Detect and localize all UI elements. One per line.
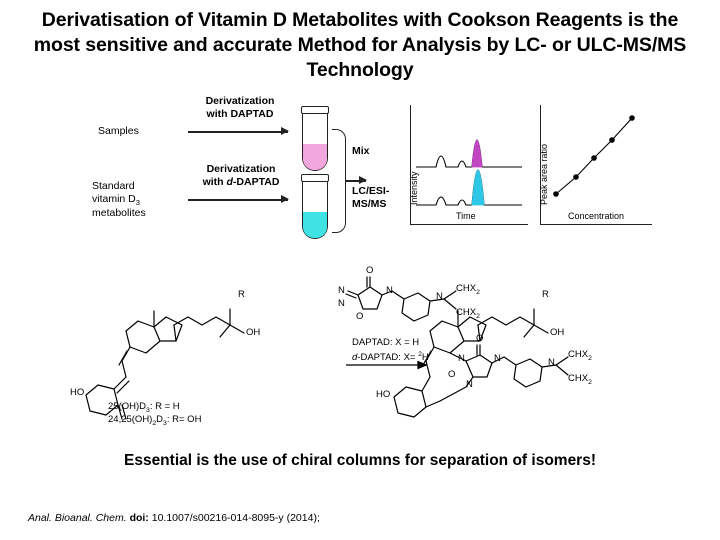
reagent-chx2-bottom: $CHX_2$ — [456, 307, 480, 320]
lcesi-line2: MS/MS — [352, 197, 387, 210]
right-R-label: R — [542, 289, 549, 300]
reagent-N-3: N — [386, 285, 393, 296]
right-N-4: N — [548, 357, 555, 368]
left-HO-label: HO — [70, 387, 85, 398]
standard-label — [92, 180, 164, 220]
standard-label-sub: 3 — [135, 197, 140, 207]
right-O-bottom: O — [448, 369, 456, 380]
daptad-key-line2: d-DAPTAD: X= $^2$H — [352, 351, 429, 364]
right-N-3: N — [466, 379, 473, 390]
calibration-ylabel: Peak area ratio — [539, 143, 549, 205]
calibration-series — [540, 105, 652, 225]
derivatization-top-label — [185, 95, 295, 121]
tube-sample-cap — [301, 106, 329, 114]
left-key-line1: $25(OH)D_3$: R = H — [108, 401, 180, 414]
tube-standard — [302, 181, 328, 239]
chromatogram-xlabel: Time — [456, 211, 476, 221]
reagent-N-1: N — [338, 285, 345, 296]
merge-brace — [332, 129, 346, 233]
conclusion-text: Essential is the use of chiral columns for separation of isomers! — [123, 452, 597, 469]
right-N-2: N — [494, 353, 501, 364]
derivatization-bottom-prefix: with — [202, 175, 227, 188]
chromatogram-ylabel: Intensity — [409, 171, 419, 205]
reagent-N-2: N — [338, 298, 345, 309]
right-OH-label: OH — [550, 327, 565, 338]
samples-label: Samples — [98, 125, 139, 137]
calibration-plot — [540, 105, 652, 225]
reagent-O-top: O — [366, 265, 374, 276]
right-HO-label: HO — [376, 389, 391, 400]
arrow-bottom — [188, 199, 288, 201]
standard-label-line2: vitamin D — [92, 192, 136, 205]
arrow-mix — [346, 180, 366, 182]
derivatization-top-line1: Derivatization — [205, 95, 275, 107]
derivatization-bottom-line1: Derivatization — [206, 163, 276, 175]
standard-label-line3: metabolites — [92, 207, 146, 220]
calibration-xlabel: Concentration — [568, 211, 625, 221]
right-N-1: N — [458, 353, 465, 364]
reagent-chx2-top: $CHX_2$ — [456, 283, 480, 296]
arrow-top — [188, 131, 288, 133]
derivatization-bottom-line2: -DAPTAD — [232, 175, 280, 188]
left-OH-label: OH — [246, 327, 261, 338]
mix-label: Mix — [352, 145, 370, 157]
citation-doi-label: doi: — [129, 512, 149, 524]
lcesi-line1: LC/ESI- — [352, 185, 390, 197]
derivatization-bottom-italic: d — [226, 175, 233, 188]
right-chx2-top: $CHX_2$ — [568, 349, 592, 362]
right-O-top: O — [476, 333, 484, 344]
citation — [28, 512, 320, 524]
tube-standard-liquid — [303, 212, 327, 238]
left-key-line2: $24,25(OH)_2D_3$: R= OH — [108, 414, 202, 427]
citation-doi-value: 10.1007/s00216-014-8095-y (2014); — [151, 512, 320, 524]
tube-standard-cap — [301, 174, 329, 182]
chromatogram-traces — [410, 105, 528, 225]
page-title: Derivatisation of Vitamin D Metabolites with Cookson Reagents is the most sensitive and accurate Method for Analysis by LC- or ULC-MS/MS Technology — [33, 9, 687, 81]
citation-journal: Anal. Bioanal. Chem. — [28, 512, 127, 524]
tube-sample-liquid — [303, 144, 327, 170]
reagent-N-4: N — [436, 291, 443, 302]
standard-label-line1: Standard — [92, 180, 135, 192]
derivatization-top-line2: with DAPTAD — [206, 107, 274, 120]
left-R-label: R — [238, 289, 245, 300]
derivatization-bottom-label — [185, 163, 297, 189]
daptad-key-line1: DAPTAD: X = H — [352, 337, 420, 348]
chromatogram-plot — [410, 105, 528, 225]
tube-sample — [302, 113, 328, 171]
right-chx2-bottom: $CHX_2$ — [568, 373, 592, 386]
workflow-scheme — [80, 95, 640, 260]
reagent-O-bottom: O — [356, 311, 364, 322]
reaction-scheme — [70, 265, 660, 430]
